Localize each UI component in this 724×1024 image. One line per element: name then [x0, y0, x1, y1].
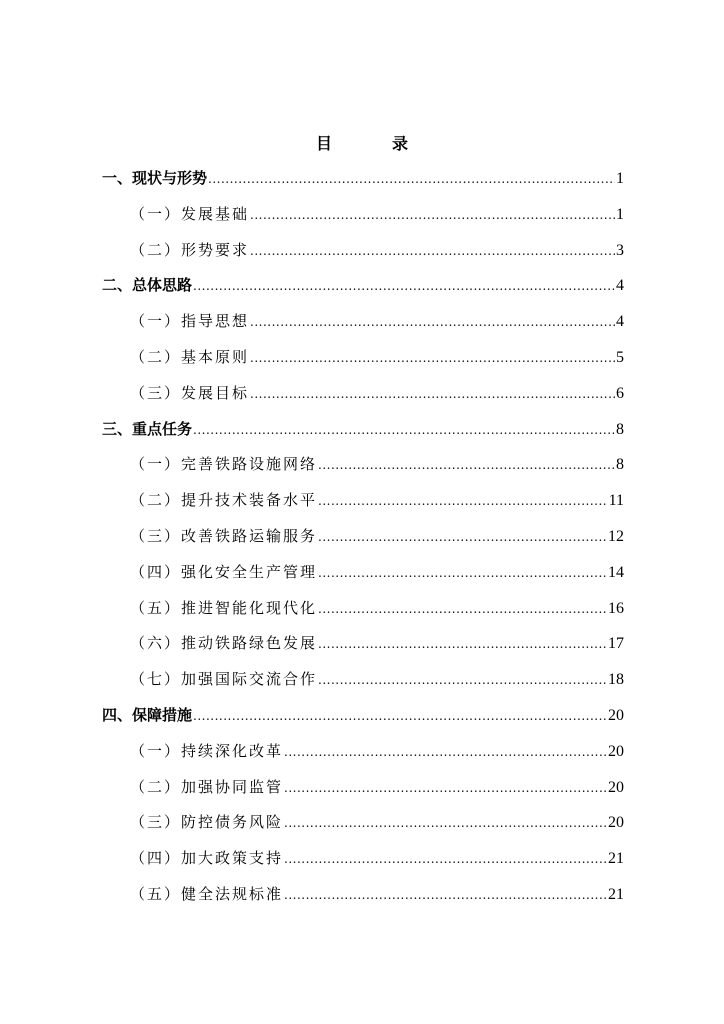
toc-leader-dots	[208, 162, 615, 198]
toc-page-number: 6	[616, 384, 624, 402]
toc-entry[interactable]	[102, 268, 624, 304]
toc-entry-label: （三）发展目标	[130, 383, 250, 402]
toc-page-number: 1	[616, 170, 624, 187]
toc-leader-dots	[250, 234, 615, 270]
toc-entry-label: （二）形势要求	[130, 240, 250, 259]
toc-leader-dots	[284, 878, 607, 914]
toc-entry[interactable]	[102, 770, 624, 806]
toc-leader-dots	[284, 806, 607, 842]
toc-page-number: 1	[616, 205, 624, 223]
toc-entry[interactable]	[102, 698, 624, 734]
toc-entry-label: 四、保障措施	[102, 705, 193, 724]
toc-entry-label: （一）发展基础	[130, 204, 250, 223]
toc-entry-label: （二）加强协同监管	[130, 777, 284, 796]
toc-entry[interactable]	[102, 662, 624, 698]
toc-entry-label: （三）防控债务风险	[130, 813, 284, 832]
toc-leader-dots	[284, 771, 607, 807]
toc-entry-label: （二）基本原则	[130, 347, 250, 366]
toc-leader-dots	[284, 842, 607, 878]
toc-entry[interactable]	[102, 555, 624, 591]
toc-entry[interactable]	[102, 197, 624, 233]
toc-page-number: 3	[616, 241, 624, 259]
toc-entry-label: （一）持续深化改革	[130, 741, 284, 760]
toc-entry-label: （七）加强国际交流合作	[130, 670, 318, 689]
toc-entry-label: 一、现状与形势	[102, 169, 208, 187]
toc-leader-dots	[318, 520, 607, 556]
toc-leader-dots	[318, 448, 615, 484]
toc-entry[interactable]	[102, 483, 624, 519]
toc-entry[interactable]	[102, 304, 624, 340]
toc-entry[interactable]	[102, 233, 624, 269]
toc-page-number: 5	[616, 348, 624, 366]
toc-page-number: 21	[608, 885, 624, 903]
toc-page-number: 21	[608, 850, 624, 868]
toc-entry[interactable]	[102, 161, 624, 197]
toc-entry[interactable]	[102, 376, 624, 412]
toc-entry-label: （三）改善铁路运输服务	[130, 526, 318, 545]
toc-page-number: 20	[608, 814, 624, 832]
toc-leader-dots	[250, 341, 615, 377]
toc-page-number: 12	[608, 527, 624, 545]
toc-leader-dots	[318, 484, 608, 520]
toc-entry[interactable]	[102, 447, 624, 483]
toc-leader-dots	[318, 592, 607, 628]
toc-page-number: 17	[608, 635, 624, 653]
toc-leader-dots	[318, 663, 607, 699]
toc-page-number: 8	[616, 420, 624, 438]
toc-leader-dots	[250, 198, 615, 234]
toc-page-number: 8	[616, 456, 624, 474]
toc-entry-label: （一）指导思想	[130, 312, 250, 331]
toc-page-number: 11	[608, 492, 624, 510]
toc-leader-dots	[193, 699, 607, 735]
toc-entry-label: （四）强化安全生产管理	[130, 562, 318, 581]
toc-page-number: 20	[608, 778, 624, 796]
toc-leader-dots	[318, 556, 607, 592]
page-title: 目 录	[315, 134, 430, 153]
toc-page-number: 18	[608, 671, 624, 689]
toc-entry-label: 三、重点任务	[102, 419, 193, 438]
toc-leader-dots	[193, 269, 615, 305]
toc-entry-label: （二）提升技术装备水平	[130, 491, 318, 510]
toc-entry-label: （五）健全法规标准	[130, 884, 284, 903]
toc-entry-label: （六）推动铁路绿色发展	[130, 634, 318, 653]
toc-entry[interactable]	[102, 734, 624, 770]
table-of-contents	[102, 161, 624, 913]
toc-leader-dots	[284, 735, 607, 771]
toc-leader-dots	[250, 377, 615, 413]
toc-entry[interactable]	[102, 519, 624, 555]
toc-entry[interactable]	[102, 626, 624, 662]
toc-entry[interactable]	[102, 340, 624, 376]
toc-leader-dots	[318, 627, 607, 663]
toc-entry[interactable]	[102, 841, 624, 877]
toc-page-number: 4	[616, 313, 624, 331]
toc-leader-dots	[250, 305, 615, 341]
toc-page-number: 14	[608, 563, 624, 581]
toc-page-number: 4	[616, 277, 624, 295]
toc-entry[interactable]	[102, 412, 624, 448]
toc-page-number: 16	[608, 599, 624, 617]
toc-entry-label: （一）完善铁路设施网络	[130, 455, 318, 474]
toc-entry-label: （四）加大政策支持	[130, 849, 284, 868]
toc-leader-dots	[193, 413, 615, 449]
toc-entry[interactable]	[102, 591, 624, 627]
toc-page-number: 20	[608, 706, 624, 724]
toc-entry-label: 二、总体思路	[102, 276, 193, 295]
toc-entry[interactable]	[102, 805, 624, 841]
toc-entry[interactable]	[102, 877, 624, 913]
toc-page-number: 20	[608, 742, 624, 760]
toc-entry-label: （五）推进智能化现代化	[130, 598, 318, 617]
